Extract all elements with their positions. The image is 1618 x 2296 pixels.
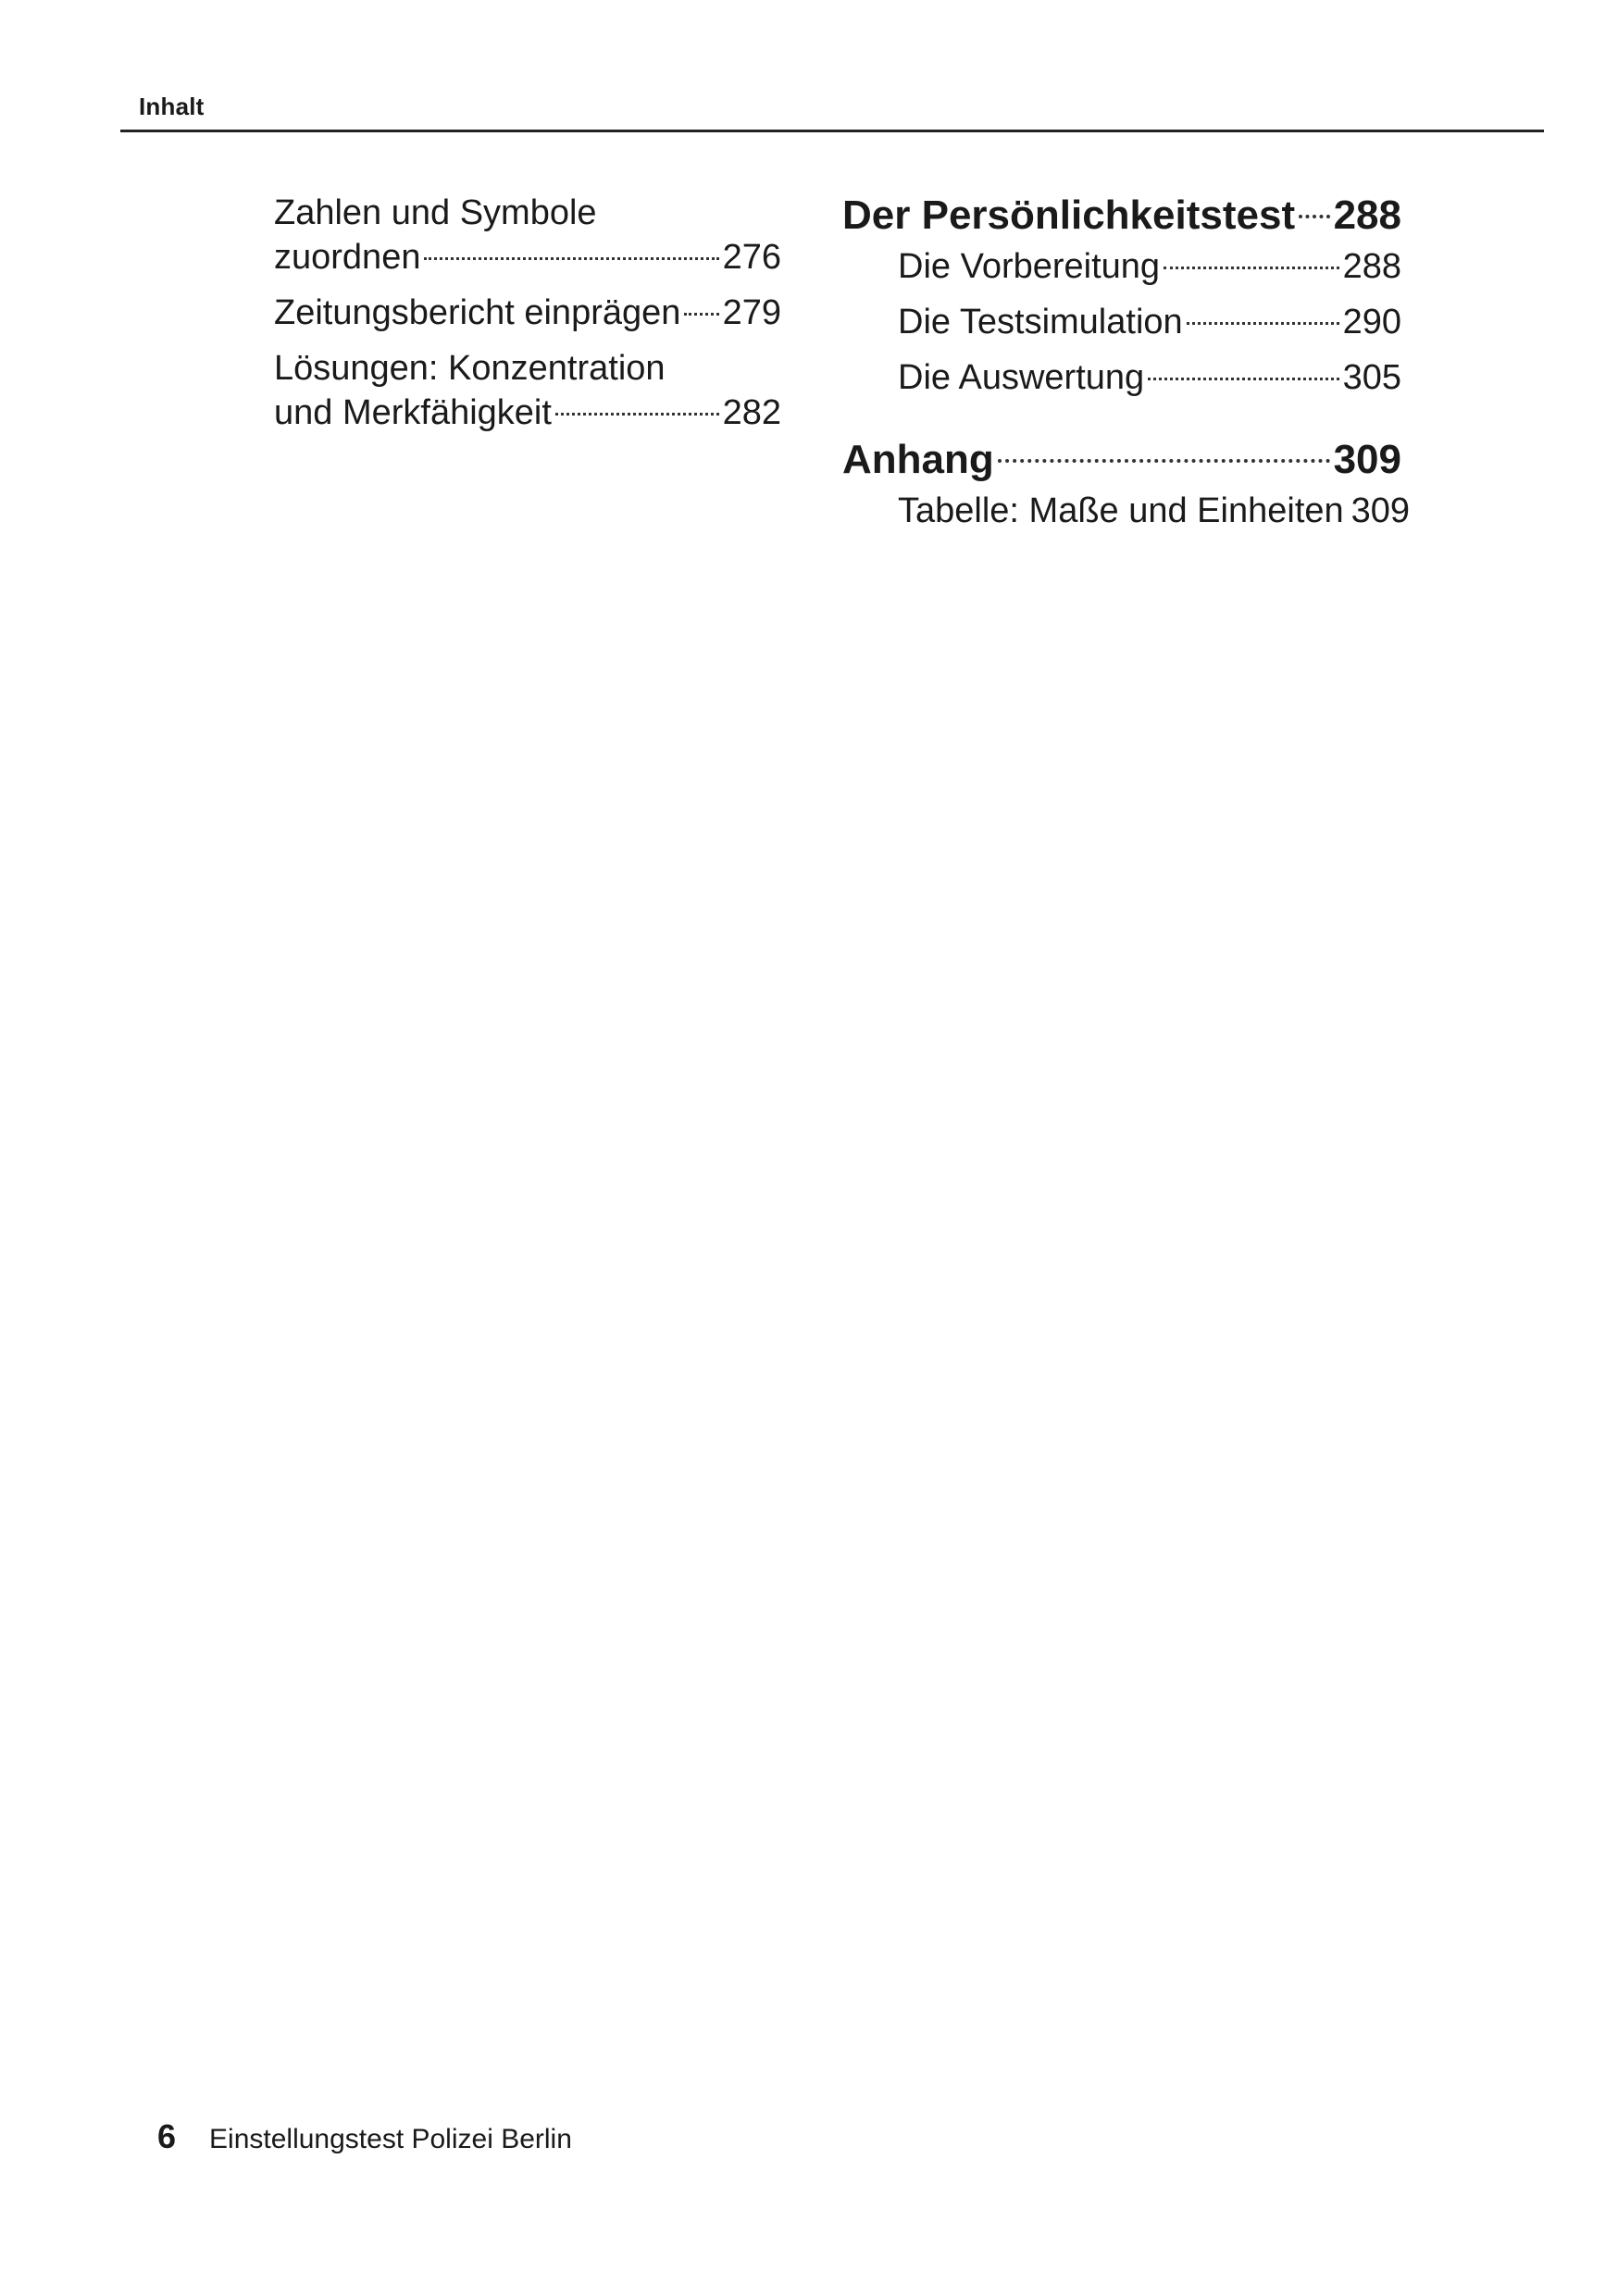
- toc-subentry-leader-line: [898, 355, 1401, 400]
- toc-subentry-page: 288: [1342, 247, 1401, 286]
- dot-leader: [1299, 215, 1329, 218]
- toc-subentry-page: 309: [1350, 491, 1411, 530]
- toc-subentry-page: 290: [1342, 303, 1401, 341]
- toc-entry-title-line2: zuordnen: [274, 238, 421, 277]
- toc-subentry-title: Tabelle: Maße und Einheiten: [898, 491, 1344, 530]
- toc-entry-leader-line: [274, 391, 781, 435]
- toc-subentry-title: Die Vorbereitung: [898, 247, 1161, 286]
- toc-right-column: [842, 191, 1411, 544]
- toc-entry-title-line1: Lösungen: Konzentration: [274, 349, 666, 388]
- toc-section-page: 309: [1333, 437, 1401, 482]
- toc-section-page: 288: [1333, 192, 1401, 238]
- toc-subentry-leader-line: [898, 489, 1411, 533]
- toc-entry-page: 276: [722, 238, 781, 277]
- dot-leader: [555, 413, 719, 416]
- toc-entry-page: 279: [722, 293, 781, 332]
- toc-section-personality-test[interactable]: [842, 191, 1401, 241]
- dot-leader: [684, 313, 718, 316]
- toc-subentry[interactable]: [842, 244, 1401, 289]
- toc-entry-page: 282: [722, 393, 781, 432]
- footer-book-title: Einstellungstest Polizei Berlin: [209, 2124, 572, 2154]
- toc-subentry-leader-line: [898, 300, 1401, 344]
- toc-entry[interactable]: [274, 291, 781, 335]
- toc-entry-title-line1: Zahlen und Symbole: [274, 193, 597, 232]
- toc-section-appendix[interactable]: [842, 435, 1401, 485]
- toc-entry-leader-line: [274, 291, 781, 335]
- toc-subentry[interactable]: [842, 489, 1411, 533]
- toc-subentry[interactable]: [842, 355, 1401, 400]
- toc-left-column: [274, 191, 781, 446]
- toc-entry-leader-line: [274, 235, 781, 279]
- toc-section-title: Der Persönlichkeitstest: [842, 192, 1296, 238]
- dot-leader: [1164, 267, 1339, 269]
- toc-subentry-title: Die Testsimulation: [898, 303, 1183, 341]
- toc-section-title: Anhang: [842, 437, 994, 482]
- dot-leader: [1187, 322, 1339, 325]
- toc-subentry-page: 305: [1342, 358, 1401, 397]
- toc-entry[interactable]: [274, 346, 781, 435]
- toc-entry-title-line2: und Merkfähigkeit: [274, 393, 552, 432]
- toc-entry[interactable]: [274, 191, 781, 279]
- toc-subentry[interactable]: [842, 300, 1401, 344]
- page-footer: [157, 2117, 572, 2156]
- footer-page-number: 6: [157, 2117, 177, 2155]
- running-head-title: Inhalt: [139, 93, 205, 120]
- toc-entry-title: Zeitungsbericht einprägen: [274, 293, 681, 332]
- header-rule: [120, 130, 1544, 132]
- toc-subentry-title: Die Auswertung: [898, 358, 1145, 397]
- section-spacer: [842, 411, 1401, 435]
- dot-leader: [998, 459, 1330, 463]
- toc-subentry-leader-line: [898, 244, 1401, 289]
- toc-section-leader-line: [842, 435, 1401, 485]
- dot-leader: [424, 257, 718, 260]
- dot-leader: [1148, 378, 1338, 380]
- toc-section-leader-line: [842, 191, 1401, 241]
